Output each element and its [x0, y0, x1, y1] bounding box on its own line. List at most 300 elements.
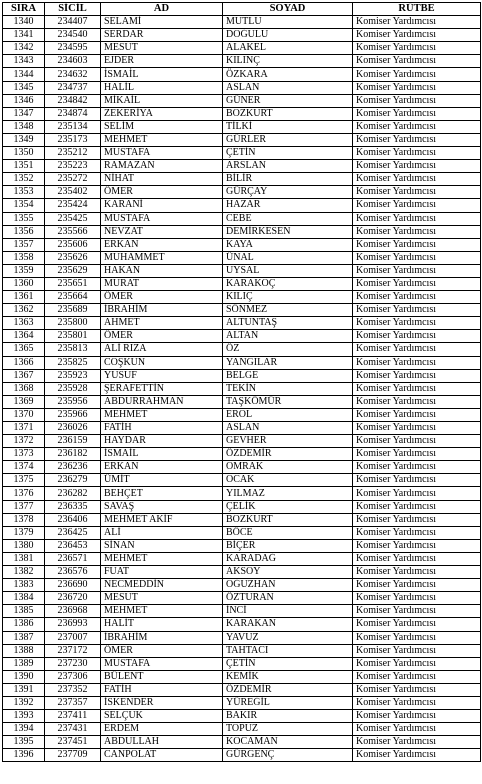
- cell-ad: ALİ: [101, 526, 223, 539]
- cell-sicil: 234603: [45, 55, 101, 68]
- cell-rutbe: Komiser Yardımcısı: [353, 133, 481, 146]
- cell-rutbe: Komiser Yardımcısı: [353, 435, 481, 448]
- cell-soyad: ASLAN: [223, 81, 353, 94]
- cell-rutbe: Komiser Yardımcısı: [353, 160, 481, 173]
- cell-sicil: 237451: [45, 736, 101, 749]
- cell-sira: 1382: [3, 566, 45, 579]
- cell-rutbe: Komiser Yardımcısı: [353, 395, 481, 408]
- cell-sicil: 237172: [45, 644, 101, 657]
- cell-soyad: GÜNER: [223, 94, 353, 107]
- table-row: [3, 133, 481, 146]
- cell-soyad: BÖCE: [223, 526, 353, 539]
- cell-soyad: YANGILAR: [223, 356, 353, 369]
- cell-soyad: KILINÇ: [223, 55, 353, 68]
- table-row: [3, 500, 481, 513]
- cell-ad: HAKAN: [101, 264, 223, 277]
- cell-rutbe: Komiser Yardımcısı: [353, 683, 481, 696]
- table-row: [3, 107, 481, 120]
- cell-rutbe: Komiser Yardımcısı: [353, 264, 481, 277]
- cell-ad: SELİM: [101, 120, 223, 133]
- cell-sira: 1355: [3, 212, 45, 225]
- cell-soyad: İNCİ: [223, 605, 353, 618]
- cell-rutbe: Komiser Yardımcısı: [353, 317, 481, 330]
- cell-sicil: 237007: [45, 631, 101, 644]
- cell-sira: 1364: [3, 330, 45, 343]
- cell-ad: AHMET: [101, 317, 223, 330]
- cell-sicil: 237709: [45, 749, 101, 762]
- cell-ad: SİNAN: [101, 539, 223, 552]
- cell-sira: 1380: [3, 539, 45, 552]
- cell-sicil: 235424: [45, 199, 101, 212]
- cell-ad: ERKAN: [101, 238, 223, 251]
- table-row: [3, 670, 481, 683]
- cell-sicil: 236279: [45, 474, 101, 487]
- cell-sicil: 235425: [45, 212, 101, 225]
- cell-ad: MEHMET: [101, 605, 223, 618]
- table-row: [3, 369, 481, 382]
- cell-rutbe: Komiser Yardımcısı: [353, 42, 481, 55]
- cell-sicil: 235566: [45, 225, 101, 238]
- cell-sira: 1395: [3, 736, 45, 749]
- table-row: [3, 749, 481, 762]
- cell-sicil: 235134: [45, 120, 101, 133]
- cell-ad: SAVAŞ: [101, 500, 223, 513]
- table-row: [3, 277, 481, 290]
- table-row: [3, 186, 481, 199]
- cell-soyad: EROL: [223, 408, 353, 421]
- cell-sira: 1363: [3, 317, 45, 330]
- cell-ad: SELÇUK: [101, 710, 223, 723]
- cell-rutbe: Komiser Yardımcısı: [353, 408, 481, 421]
- cell-ad: MUSTAFA: [101, 657, 223, 670]
- cell-sira: 1384: [3, 592, 45, 605]
- table-row: [3, 422, 481, 435]
- cell-sicil: 235956: [45, 395, 101, 408]
- cell-ad: ZEKERİYA: [101, 107, 223, 120]
- cell-ad: ÖMER: [101, 291, 223, 304]
- cell-soyad: BAKIR: [223, 710, 353, 723]
- cell-sicil: 237357: [45, 696, 101, 709]
- table-row: [3, 68, 481, 81]
- table-row: [3, 552, 481, 565]
- cell-sira: 1376: [3, 487, 45, 500]
- cell-sicil: 236993: [45, 618, 101, 631]
- cell-soyad: YÜREĞİL: [223, 696, 353, 709]
- table-row: [3, 291, 481, 304]
- cell-soyad: BOZKURT: [223, 513, 353, 526]
- table-row: [3, 487, 481, 500]
- cell-sira: 1346: [3, 94, 45, 107]
- cell-sira: 1372: [3, 435, 45, 448]
- cell-rutbe: Komiser Yardımcısı: [353, 304, 481, 317]
- cell-sicil: 235402: [45, 186, 101, 199]
- cell-sira: 1373: [3, 448, 45, 461]
- table-row: [3, 395, 481, 408]
- table-row: [3, 461, 481, 474]
- cell-rutbe: Komiser Yardımcısı: [353, 81, 481, 94]
- cell-sicil: 234737: [45, 81, 101, 94]
- cell-ad: FATİH: [101, 422, 223, 435]
- table-row: [3, 264, 481, 277]
- table-row: [3, 736, 481, 749]
- cell-rutbe: Komiser Yardımcısı: [353, 487, 481, 500]
- header-soyad: SOYAD: [223, 3, 353, 16]
- cell-sira: 1379: [3, 526, 45, 539]
- cell-soyad: KEMİK: [223, 670, 353, 683]
- cell-ad: ALİ RIZA: [101, 343, 223, 356]
- cell-ad: MEHMET: [101, 408, 223, 421]
- cell-soyad: ÇETİN: [223, 147, 353, 160]
- cell-sicil: 236282: [45, 487, 101, 500]
- cell-sira: 1349: [3, 133, 45, 146]
- cell-rutbe: Komiser Yardımcısı: [353, 631, 481, 644]
- cell-ad: YUSUF: [101, 369, 223, 382]
- cell-ad: KARANİ: [101, 199, 223, 212]
- table-row: [3, 579, 481, 592]
- cell-sicil: 235928: [45, 382, 101, 395]
- cell-rutbe: Komiser Yardımcısı: [353, 356, 481, 369]
- cell-rutbe: Komiser Yardımcısı: [353, 277, 481, 290]
- cell-sira: 1377: [3, 500, 45, 513]
- cell-sira: 1340: [3, 16, 45, 29]
- cell-sira: 1391: [3, 683, 45, 696]
- cell-sira: 1374: [3, 461, 45, 474]
- cell-sicil: 236690: [45, 579, 101, 592]
- cell-rutbe: Komiser Yardımcısı: [353, 723, 481, 736]
- table-row: [3, 566, 481, 579]
- cell-sira: 1394: [3, 723, 45, 736]
- cell-rutbe: Komiser Yardımcısı: [353, 670, 481, 683]
- cell-rutbe: Komiser Yardımcısı: [353, 94, 481, 107]
- table-row: [3, 173, 481, 186]
- cell-sira: 1387: [3, 631, 45, 644]
- table-row: [3, 710, 481, 723]
- cell-sicil: 234842: [45, 94, 101, 107]
- cell-ad: İBRAHİM: [101, 631, 223, 644]
- cell-soyad: SÖNMEZ: [223, 304, 353, 317]
- table-row: [3, 120, 481, 133]
- cell-rutbe: Komiser Yardımcısı: [353, 605, 481, 618]
- cell-sira: 1366: [3, 356, 45, 369]
- cell-soyad: DEMİRKESEN: [223, 225, 353, 238]
- cell-soyad: ÖZDEMİR: [223, 683, 353, 696]
- cell-ad: MURAT: [101, 277, 223, 290]
- cell-soyad: TOPUZ: [223, 723, 353, 736]
- cell-ad: MEHMET: [101, 133, 223, 146]
- cell-ad: HAYDAR: [101, 435, 223, 448]
- table-row: [3, 147, 481, 160]
- table-row: [3, 526, 481, 539]
- cell-sicil: 236182: [45, 448, 101, 461]
- cell-sicil: 236026: [45, 422, 101, 435]
- cell-ad: MUSTAFA: [101, 147, 223, 160]
- cell-ad: SELAMİ: [101, 16, 223, 29]
- cell-sicil: 235664: [45, 291, 101, 304]
- cell-rutbe: Komiser Yardımcısı: [353, 579, 481, 592]
- cell-sira: 1367: [3, 369, 45, 382]
- cell-sira: 1343: [3, 55, 45, 68]
- table-row: [3, 160, 481, 173]
- cell-rutbe: Komiser Yardımcısı: [353, 461, 481, 474]
- cell-ad: SERDAR: [101, 29, 223, 42]
- cell-sira: 1362: [3, 304, 45, 317]
- cell-sicil: 235272: [45, 173, 101, 186]
- cell-ad: FATİH: [101, 683, 223, 696]
- cell-sicil: 236236: [45, 461, 101, 474]
- cell-soyad: BİÇER: [223, 539, 353, 552]
- table-row: [3, 94, 481, 107]
- cell-soyad: ÜNAL: [223, 251, 353, 264]
- cell-sira: 1385: [3, 605, 45, 618]
- cell-soyad: BİLİR: [223, 173, 353, 186]
- cell-soyad: ÖZTURAN: [223, 592, 353, 605]
- cell-rutbe: Komiser Yardımcısı: [353, 657, 481, 670]
- cell-sicil: 236335: [45, 500, 101, 513]
- cell-soyad: ÖZKARA: [223, 68, 353, 81]
- cell-soyad: KARAKAN: [223, 618, 353, 631]
- cell-sicil: 236571: [45, 552, 101, 565]
- table-row: [3, 225, 481, 238]
- cell-sicil: 235966: [45, 408, 101, 421]
- cell-ad: CANPOLAT: [101, 749, 223, 762]
- cell-rutbe: Komiser Yardımcısı: [353, 422, 481, 435]
- table-row: [3, 317, 481, 330]
- cell-soyad: ALAKEL: [223, 42, 353, 55]
- cell-ad: ŞERAFETTİN: [101, 382, 223, 395]
- table-row: [3, 29, 481, 42]
- cell-sira: 1388: [3, 644, 45, 657]
- cell-rutbe: Komiser Yardımcısı: [353, 55, 481, 68]
- cell-sicil: 235689: [45, 304, 101, 317]
- cell-sicil: 236968: [45, 605, 101, 618]
- cell-soyad: ÇELİK: [223, 500, 353, 513]
- cell-soyad: GÜRLER: [223, 133, 353, 146]
- cell-rutbe: Komiser Yardımcısı: [353, 68, 481, 81]
- cell-sira: 1348: [3, 120, 45, 133]
- table-row: [3, 304, 481, 317]
- cell-sicil: 235223: [45, 160, 101, 173]
- cell-sicil: 237306: [45, 670, 101, 683]
- table-row: [3, 16, 481, 29]
- cell-sira: 1353: [3, 186, 45, 199]
- table-row: [3, 657, 481, 670]
- cell-ad: MEHMET: [101, 552, 223, 565]
- cell-rutbe: Komiser Yardımcısı: [353, 749, 481, 762]
- cell-rutbe: Komiser Yardımcısı: [353, 107, 481, 120]
- cell-rutbe: Komiser Yardımcısı: [353, 592, 481, 605]
- cell-sira: 1360: [3, 277, 45, 290]
- cell-rutbe: Komiser Yardımcısı: [353, 448, 481, 461]
- cell-rutbe: Komiser Yardımcısı: [353, 120, 481, 133]
- cell-soyad: KARAKOÇ: [223, 277, 353, 290]
- cell-rutbe: Komiser Yardımcısı: [353, 618, 481, 631]
- cell-ad: MESUT: [101, 42, 223, 55]
- cell-sira: 1357: [3, 238, 45, 251]
- cell-sira: 1344: [3, 68, 45, 81]
- cell-ad: MEHMET AKİF: [101, 513, 223, 526]
- cell-ad: ÜMİT: [101, 474, 223, 487]
- cell-ad: ÖMER: [101, 186, 223, 199]
- cell-sira: 1393: [3, 710, 45, 723]
- cell-rutbe: Komiser Yardımcısı: [353, 736, 481, 749]
- cell-ad: ABDURRAHMAN: [101, 395, 223, 408]
- cell-soyad: BOZKURT: [223, 107, 353, 120]
- cell-sicil: 237230: [45, 657, 101, 670]
- cell-soyad: ALTUNTAŞ: [223, 317, 353, 330]
- table-row: [3, 723, 481, 736]
- cell-sira: 1345: [3, 81, 45, 94]
- cell-sira: 1370: [3, 408, 45, 421]
- table-row: [3, 382, 481, 395]
- cell-ad: HALİL: [101, 81, 223, 94]
- cell-rutbe: Komiser Yardımcısı: [353, 369, 481, 382]
- cell-soyad: MUTLU: [223, 16, 353, 29]
- cell-rutbe: Komiser Yardımcısı: [353, 474, 481, 487]
- cell-ad: NEVZAT: [101, 225, 223, 238]
- cell-ad: BEHÇET: [101, 487, 223, 500]
- cell-ad: NİHAT: [101, 173, 223, 186]
- cell-soyad: KILIÇ: [223, 291, 353, 304]
- cell-sicil: 235801: [45, 330, 101, 343]
- table-row: [3, 199, 481, 212]
- cell-ad: İBRAHİM: [101, 304, 223, 317]
- cell-sira: 1342: [3, 42, 45, 55]
- cell-rutbe: Komiser Yardımcısı: [353, 526, 481, 539]
- cell-sicil: 237431: [45, 723, 101, 736]
- cell-sira: 1359: [3, 264, 45, 277]
- cell-ad: ÖMER: [101, 644, 223, 657]
- cell-soyad: OCAK: [223, 474, 353, 487]
- cell-sicil: 235629: [45, 264, 101, 277]
- cell-rutbe: Komiser Yardımcısı: [353, 539, 481, 552]
- table-row: [3, 212, 481, 225]
- cell-sira: 1396: [3, 749, 45, 762]
- cell-ad: FUAT: [101, 566, 223, 579]
- cell-sicil: 236425: [45, 526, 101, 539]
- cell-sicil: 236453: [45, 539, 101, 552]
- table-row: [3, 42, 481, 55]
- table-header: [3, 3, 481, 16]
- cell-rutbe: Komiser Yardımcısı: [353, 500, 481, 513]
- cell-sira: 1351: [3, 160, 45, 173]
- cell-sicil: 235606: [45, 238, 101, 251]
- cell-sicil: 235651: [45, 277, 101, 290]
- cell-rutbe: Komiser Yardımcısı: [353, 291, 481, 304]
- cell-soyad: TAHTACI: [223, 644, 353, 657]
- table-row: [3, 330, 481, 343]
- cell-ad: İSMAİL: [101, 448, 223, 461]
- cell-sicil: 236576: [45, 566, 101, 579]
- cell-sira: 1368: [3, 382, 45, 395]
- cell-ad: BÜLENT: [101, 670, 223, 683]
- cell-soyad: GEVHER: [223, 435, 353, 448]
- cell-soyad: DOĞULU: [223, 29, 353, 42]
- cell-ad: ERKAN: [101, 461, 223, 474]
- cell-rutbe: Komiser Yardımcısı: [353, 552, 481, 565]
- cell-sicil: 234874: [45, 107, 101, 120]
- cell-soyad: YAVUZ: [223, 631, 353, 644]
- cell-sira: 1369: [3, 395, 45, 408]
- cell-sira: 1350: [3, 147, 45, 160]
- cell-soyad: HAZAR: [223, 199, 353, 212]
- cell-sira: 1375: [3, 474, 45, 487]
- table-row: [3, 683, 481, 696]
- cell-ad: ABDULLAH: [101, 736, 223, 749]
- cell-ad: MİKAİL: [101, 94, 223, 107]
- cell-soyad: TAŞKÖMÜR: [223, 395, 353, 408]
- cell-sicil: 236406: [45, 513, 101, 526]
- header-sicil: SİCİL: [45, 3, 101, 16]
- cell-ad: İSKENDER: [101, 696, 223, 709]
- cell-soyad: GÜRÇAY: [223, 186, 353, 199]
- table-row: [3, 448, 481, 461]
- table-row: [3, 81, 481, 94]
- cell-soyad: GÜRGENÇ: [223, 749, 353, 762]
- cell-ad: ERDEM: [101, 723, 223, 736]
- cell-sicil: 235923: [45, 369, 101, 382]
- cell-sira: 1365: [3, 343, 45, 356]
- cell-soyad: BELGE: [223, 369, 353, 382]
- cell-ad: MUSTAFA: [101, 212, 223, 225]
- table-row: [3, 605, 481, 618]
- cell-soyad: OMRAK: [223, 461, 353, 474]
- table-row: [3, 696, 481, 709]
- cell-sicil: 237352: [45, 683, 101, 696]
- cell-soyad: CEBE: [223, 212, 353, 225]
- cell-sira: 1347: [3, 107, 45, 120]
- table-row: [3, 474, 481, 487]
- cell-sicil: 234407: [45, 16, 101, 29]
- table-row: [3, 356, 481, 369]
- cell-ad: EJDER: [101, 55, 223, 68]
- cell-sicil: 235212: [45, 147, 101, 160]
- cell-rutbe: Komiser Yardımcısı: [353, 644, 481, 657]
- cell-sira: 1389: [3, 657, 45, 670]
- cell-soyad: UYSAL: [223, 264, 353, 277]
- cell-sira: 1352: [3, 173, 45, 186]
- cell-sicil: 235813: [45, 343, 101, 356]
- cell-rutbe: Komiser Yardımcısı: [353, 251, 481, 264]
- cell-sira: 1361: [3, 291, 45, 304]
- header-row: [3, 3, 481, 16]
- cell-sira: 1390: [3, 670, 45, 683]
- cell-sicil: 235800: [45, 317, 101, 330]
- cell-sicil: 235626: [45, 251, 101, 264]
- cell-sicil: 236159: [45, 435, 101, 448]
- table-row: [3, 55, 481, 68]
- cell-rutbe: Komiser Yardımcısı: [353, 225, 481, 238]
- cell-rutbe: Komiser Yardımcısı: [353, 186, 481, 199]
- cell-sira: 1354: [3, 199, 45, 212]
- cell-soyad: ÇETİN: [223, 657, 353, 670]
- cell-rutbe: Komiser Yardımcısı: [353, 147, 481, 160]
- cell-sicil: 237411: [45, 710, 101, 723]
- cell-rutbe: Komiser Yardımcısı: [353, 16, 481, 29]
- cell-soyad: ASLAN: [223, 422, 353, 435]
- cell-rutbe: Komiser Yardımcısı: [353, 513, 481, 526]
- table-row: [3, 435, 481, 448]
- personnel-table: [2, 2, 481, 762]
- cell-soyad: KAYA: [223, 238, 353, 251]
- cell-ad: MESUT: [101, 592, 223, 605]
- table-row: [3, 539, 481, 552]
- cell-soyad: OĞUZHAN: [223, 579, 353, 592]
- cell-sira: 1386: [3, 618, 45, 631]
- cell-rutbe: Komiser Yardımcısı: [353, 382, 481, 395]
- cell-rutbe: Komiser Yardımcısı: [353, 29, 481, 42]
- cell-soyad: KOCAMAN: [223, 736, 353, 749]
- table-row: [3, 238, 481, 251]
